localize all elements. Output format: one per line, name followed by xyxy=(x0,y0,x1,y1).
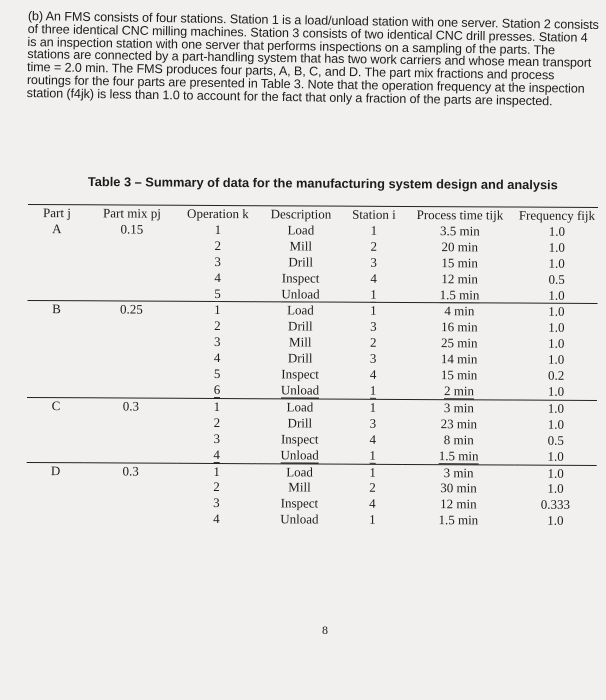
cell-part xyxy=(28,221,86,237)
cell-station xyxy=(343,464,403,481)
cell-description-text: Load xyxy=(286,463,314,479)
cell-frequency-text: 1.0 xyxy=(547,481,564,497)
cell-operation-text: 1 xyxy=(213,398,221,414)
cell-station xyxy=(343,399,403,416)
cell-operation xyxy=(177,430,257,446)
cell-part-mix xyxy=(85,414,177,430)
cell-description-text: Load xyxy=(287,222,315,238)
cell-operation xyxy=(176,479,256,495)
cell-frequency xyxy=(515,448,597,465)
cell-process-time xyxy=(403,383,515,400)
cell-process-time-text: 14 min xyxy=(440,351,478,367)
cell-part-text: D xyxy=(50,462,61,478)
cell-station xyxy=(343,447,403,464)
cell-description xyxy=(256,480,342,496)
cell-description-text: Drill xyxy=(287,415,313,431)
cell-part-mix-text: 0.3 xyxy=(122,462,139,479)
cell-operation xyxy=(176,511,256,527)
cell-description-text: Drill xyxy=(288,254,314,270)
cell-description xyxy=(256,511,342,527)
cell-part-mix xyxy=(86,269,178,285)
cell-operation xyxy=(178,254,258,270)
cell-operation-text: 6 xyxy=(213,381,221,397)
cell-part xyxy=(27,446,85,463)
cell-frequency xyxy=(515,416,597,432)
cell-part-mix xyxy=(85,381,177,398)
cell-station-text: 2 xyxy=(369,480,376,496)
cell-station-text: 1 xyxy=(370,286,377,302)
cell-frequency xyxy=(514,481,596,497)
cell-process-time xyxy=(403,303,515,320)
cell-frequency-text: 1.0 xyxy=(548,351,565,367)
cell-operation-text: 1 xyxy=(214,221,222,237)
cell-station-text: 1 xyxy=(369,382,377,398)
cell-operation xyxy=(177,302,257,319)
cell-operation-text: 5 xyxy=(213,366,221,382)
cell-frequency xyxy=(514,513,596,529)
cell-station-text: 3 xyxy=(369,415,377,431)
cell-process-time xyxy=(402,480,514,496)
cell-process-time xyxy=(402,512,514,528)
header-part-mix: Part mix pj xyxy=(103,205,161,221)
cell-station-text: 3 xyxy=(370,319,377,335)
cell-operation xyxy=(178,269,258,285)
cell-part-mix xyxy=(86,221,178,237)
cell-description-text: Unload xyxy=(280,446,319,463)
cell-part-mix xyxy=(85,430,177,446)
cell-part xyxy=(27,333,85,349)
cell-part xyxy=(27,349,85,365)
cell-operation-text: 3 xyxy=(213,430,221,446)
cell-process-time-text: 12 min xyxy=(441,270,478,286)
cell-part xyxy=(26,478,84,494)
cell-operation xyxy=(177,285,257,302)
cell-part-mix xyxy=(85,349,177,365)
cell-operation xyxy=(177,366,257,382)
cell-part xyxy=(26,510,84,526)
cell-part xyxy=(27,365,85,381)
cell-description-text: Mill xyxy=(289,238,313,254)
cell-part-mix xyxy=(85,334,177,350)
cell-description xyxy=(257,399,343,416)
cell-part-mix xyxy=(85,398,177,415)
cell-description xyxy=(257,431,343,447)
cell-description xyxy=(257,366,343,382)
cell-description xyxy=(257,319,343,335)
cell-process-time xyxy=(404,255,516,271)
cell-description xyxy=(256,496,342,512)
cell-station xyxy=(343,367,403,383)
cell-station-text: 1 xyxy=(370,222,378,238)
cell-frequency-text: 1.0 xyxy=(547,416,565,432)
cell-process-time xyxy=(404,239,516,255)
cell-part-mix xyxy=(84,511,176,527)
cell-operation-text: 4 xyxy=(213,511,220,527)
cell-description-text: Load xyxy=(287,302,314,318)
cell-frequency xyxy=(515,320,597,336)
cell-part-mix xyxy=(85,301,177,318)
cell-operation-text: 4 xyxy=(213,350,221,366)
cell-frequency xyxy=(516,239,598,255)
cell-process-time xyxy=(403,416,515,432)
cell-operation-text: 4 xyxy=(214,269,221,285)
cell-part-mix xyxy=(86,253,178,269)
cell-part-text: A xyxy=(52,221,62,237)
cell-station xyxy=(343,286,403,303)
cell-frequency xyxy=(515,432,597,448)
cell-description-text: Inspect xyxy=(280,431,319,447)
cell-description xyxy=(258,238,344,254)
cell-station xyxy=(343,303,403,320)
cell-frequency xyxy=(515,303,597,320)
cell-process-time-text: 25 min xyxy=(440,335,478,351)
header-process-time: Process time tijk xyxy=(416,207,504,223)
cell-description-text: Unload xyxy=(280,511,319,527)
cell-station xyxy=(343,351,403,367)
table-row xyxy=(26,510,596,529)
cell-operation xyxy=(178,238,258,254)
cell-description-text: Load xyxy=(286,399,314,415)
cell-process-time-text: 23 min xyxy=(440,415,478,432)
cell-process-time xyxy=(403,286,515,303)
header-part: Part j xyxy=(43,205,71,221)
cell-station-text: 3 xyxy=(369,350,377,366)
cell-operation xyxy=(177,398,257,415)
cell-part xyxy=(28,253,86,269)
cell-frequency-text: 1.0 xyxy=(547,383,565,399)
cell-process-time-text: 1.5 min xyxy=(438,512,479,528)
cell-frequency-text: 0.333 xyxy=(540,497,571,513)
data-table-container xyxy=(26,204,598,529)
cell-frequency-text: 1.0 xyxy=(547,448,564,464)
cell-frequency xyxy=(514,497,596,513)
cell-station-text: 1 xyxy=(369,399,377,415)
cell-description xyxy=(258,270,344,286)
cell-process-time-text: 3 min xyxy=(443,400,474,416)
cell-part xyxy=(27,462,85,479)
cell-operation xyxy=(177,382,257,399)
cell-description xyxy=(257,463,343,480)
cell-part-mix xyxy=(85,365,177,381)
cell-station xyxy=(343,415,403,431)
cell-part-mix-text: 0.25 xyxy=(120,301,143,318)
cell-frequency-text: 1.0 xyxy=(548,304,565,320)
cell-description xyxy=(257,302,343,319)
cell-station-text: 2 xyxy=(370,238,378,254)
cell-part-mix-text: 0.15 xyxy=(120,221,144,237)
cell-station xyxy=(342,480,402,496)
cell-station xyxy=(344,223,404,239)
cell-frequency xyxy=(515,287,597,304)
cell-frequency xyxy=(516,271,598,287)
cell-operation-text: 3 xyxy=(214,253,221,269)
cell-operation xyxy=(177,350,257,366)
cell-operation xyxy=(178,222,258,238)
cell-operation xyxy=(177,318,257,334)
cell-frequency xyxy=(515,336,597,352)
cell-frequency-text: 0.5 xyxy=(547,432,564,448)
cell-station-text: 3 xyxy=(370,254,377,270)
cell-description-text: Inspect xyxy=(281,269,320,286)
cell-process-time xyxy=(403,399,515,416)
cell-description xyxy=(258,222,344,238)
cell-process-time-text: 3.5 min xyxy=(439,223,480,239)
cell-description xyxy=(257,334,343,350)
cell-process-time-text: 30 min xyxy=(440,480,477,496)
cell-process-time xyxy=(403,367,515,383)
cell-process-time-text: 20 min xyxy=(441,238,479,255)
cell-station-text: 1 xyxy=(369,464,376,480)
cell-process-time xyxy=(403,448,515,465)
cell-part xyxy=(27,317,85,333)
cell-operation-text: 2 xyxy=(214,318,221,334)
cell-station-text: 1 xyxy=(370,303,377,319)
cell-part xyxy=(27,301,85,318)
cell-station xyxy=(344,238,404,254)
cell-station-text: 4 xyxy=(370,270,377,286)
cell-description-text: Inspect xyxy=(280,495,319,511)
cell-frequency-text: 1.0 xyxy=(548,287,565,303)
cell-description-text: Inspect xyxy=(281,366,319,382)
cell-operation-text: 3 xyxy=(213,334,221,350)
cell-frequency-text: 0.2 xyxy=(547,367,565,383)
cell-frequency xyxy=(515,384,597,401)
cell-process-time-text: 1.5 min xyxy=(438,447,479,463)
cell-operation xyxy=(177,463,257,480)
cell-station xyxy=(343,319,403,335)
cell-part xyxy=(27,285,85,302)
cell-process-time xyxy=(403,319,515,335)
cell-process-time xyxy=(404,271,516,287)
cell-operation-text: 5 xyxy=(214,285,221,301)
cell-frequency-text: 1.0 xyxy=(548,223,566,239)
page-number: 8 xyxy=(322,623,328,637)
header-operation: Operation k xyxy=(187,205,249,222)
cell-process-time-text: 2 min xyxy=(443,383,475,399)
cell-process-time-text: 16 min xyxy=(441,319,478,335)
cell-description-text: Mill xyxy=(289,334,312,350)
cell-description-text: Unload xyxy=(281,285,320,302)
cell-part-mix xyxy=(84,495,176,511)
cell-part-mix-text: 0.3 xyxy=(122,398,140,414)
cell-frequency xyxy=(515,465,597,482)
cell-station xyxy=(342,512,402,528)
cell-frequency-text: 1.0 xyxy=(547,465,564,481)
cell-station-text: 4 xyxy=(369,496,376,512)
cell-process-time xyxy=(403,351,515,367)
cell-frequency-text: 1.0 xyxy=(548,255,565,271)
cell-process-time-text: 15 min xyxy=(441,254,478,271)
cell-station xyxy=(344,254,404,270)
cell-frequency xyxy=(515,352,597,368)
cell-station-text: 4 xyxy=(369,431,377,447)
cell-process-time-text: 4 min xyxy=(444,303,475,319)
table-header-row xyxy=(28,205,598,224)
cell-operation-text: 1 xyxy=(213,463,220,479)
cell-description-text: Drill xyxy=(287,350,313,366)
cell-frequency-text: 1.0 xyxy=(547,400,565,416)
cell-part xyxy=(27,414,85,430)
cell-operation-text: 2 xyxy=(213,479,220,495)
cell-process-time-text: 3 min xyxy=(443,464,474,480)
header-description: Description xyxy=(270,206,332,222)
table-caption: Table 3 – Summary of data for the manufacturing system design and analysis xyxy=(87,174,558,193)
cell-operation xyxy=(177,415,257,431)
cell-station xyxy=(343,335,403,351)
cell-description xyxy=(257,286,343,303)
cell-part xyxy=(28,237,86,253)
cell-operation-text: 4 xyxy=(213,446,220,462)
cell-frequency-text: 1.0 xyxy=(548,335,565,352)
cell-process-time-text: 15 min xyxy=(440,367,478,383)
cell-station-text: 4 xyxy=(369,366,377,382)
cell-process-time-text: 8 min xyxy=(443,431,474,448)
cell-frequency-text: 0.5 xyxy=(548,271,565,287)
cell-operation-text: 2 xyxy=(213,414,221,430)
cell-operation xyxy=(177,334,257,350)
header-frequency: Frequency fijk xyxy=(518,207,596,223)
cell-operation xyxy=(176,495,256,511)
cell-process-time-text: 12 min xyxy=(440,496,477,512)
cell-frequency xyxy=(516,255,598,271)
cell-frequency xyxy=(516,223,598,239)
cell-process-time-text: 1.5 min xyxy=(439,286,480,302)
cell-station xyxy=(343,431,403,447)
cell-part xyxy=(26,494,84,510)
cell-description xyxy=(257,447,343,464)
cell-part-mix xyxy=(85,285,177,302)
cell-station xyxy=(342,496,402,512)
cell-station xyxy=(343,383,403,400)
cell-frequency-text: 1.0 xyxy=(548,320,565,336)
cell-part-mix xyxy=(85,318,177,334)
cell-part-text: B xyxy=(52,301,61,317)
cell-station-text: 2 xyxy=(369,335,377,351)
cell-operation-text: 1 xyxy=(214,302,221,318)
cell-description xyxy=(257,415,343,431)
cell-station-text: 1 xyxy=(369,447,376,463)
cell-operation xyxy=(177,446,257,463)
cell-frequency xyxy=(515,400,597,417)
cell-description xyxy=(257,382,343,399)
cell-process-time xyxy=(403,432,515,448)
cell-description xyxy=(257,350,343,366)
cell-part xyxy=(28,269,86,285)
cell-frequency-text: 1.0 xyxy=(547,512,564,529)
cell-part-mix xyxy=(85,446,177,463)
cell-description-text: Unload xyxy=(280,382,320,398)
cell-description xyxy=(258,254,344,270)
header-station: Station i xyxy=(352,206,396,222)
problem-statement: (b) An FMS consists of four stations. Station 1 is a load/unload station with one server. Station 2 consists of three identical CNC milling machines. Station 3 consists of two identical CNC drill presses. Station 4 is an inspection station with one server that performs inspections on a sampling of the parts. The stations are connected by a part-handling system that has two work carriers and whose mean transport time = 2.0 min. The FMS produces four parts, A, B, C, and D. The part mix fractions and process routings for the four parts are presented in Table 3. Note that the operation frequency at the inspection station (f4jk) is less than 1.0 to account for the fact that only a fraction of the parts are inspected. xyxy=(26,9,599,109)
cell-part-text: C xyxy=(51,398,61,414)
table-body xyxy=(26,221,598,529)
cell-frequency-text: 1.0 xyxy=(548,239,565,255)
cell-part-mix xyxy=(84,479,176,495)
cell-description-text: Drill xyxy=(288,318,313,334)
cell-frequency xyxy=(515,368,597,384)
cell-description-text: Mill xyxy=(288,479,311,495)
cell-process-time xyxy=(403,464,515,481)
cell-operation-text: 3 xyxy=(213,495,220,511)
cell-station xyxy=(344,270,404,286)
cell-operation-text: 2 xyxy=(214,237,222,253)
cell-process-time xyxy=(403,335,515,351)
cell-part xyxy=(27,430,85,446)
cell-part xyxy=(27,381,85,398)
manufacturing-data-table xyxy=(26,204,598,529)
cell-process-time xyxy=(404,223,516,239)
cell-process-time xyxy=(402,496,514,512)
cell-station-text: 1 xyxy=(369,512,376,528)
cell-part xyxy=(27,397,85,414)
cell-part-mix xyxy=(86,237,178,253)
cell-part-mix xyxy=(85,462,177,479)
